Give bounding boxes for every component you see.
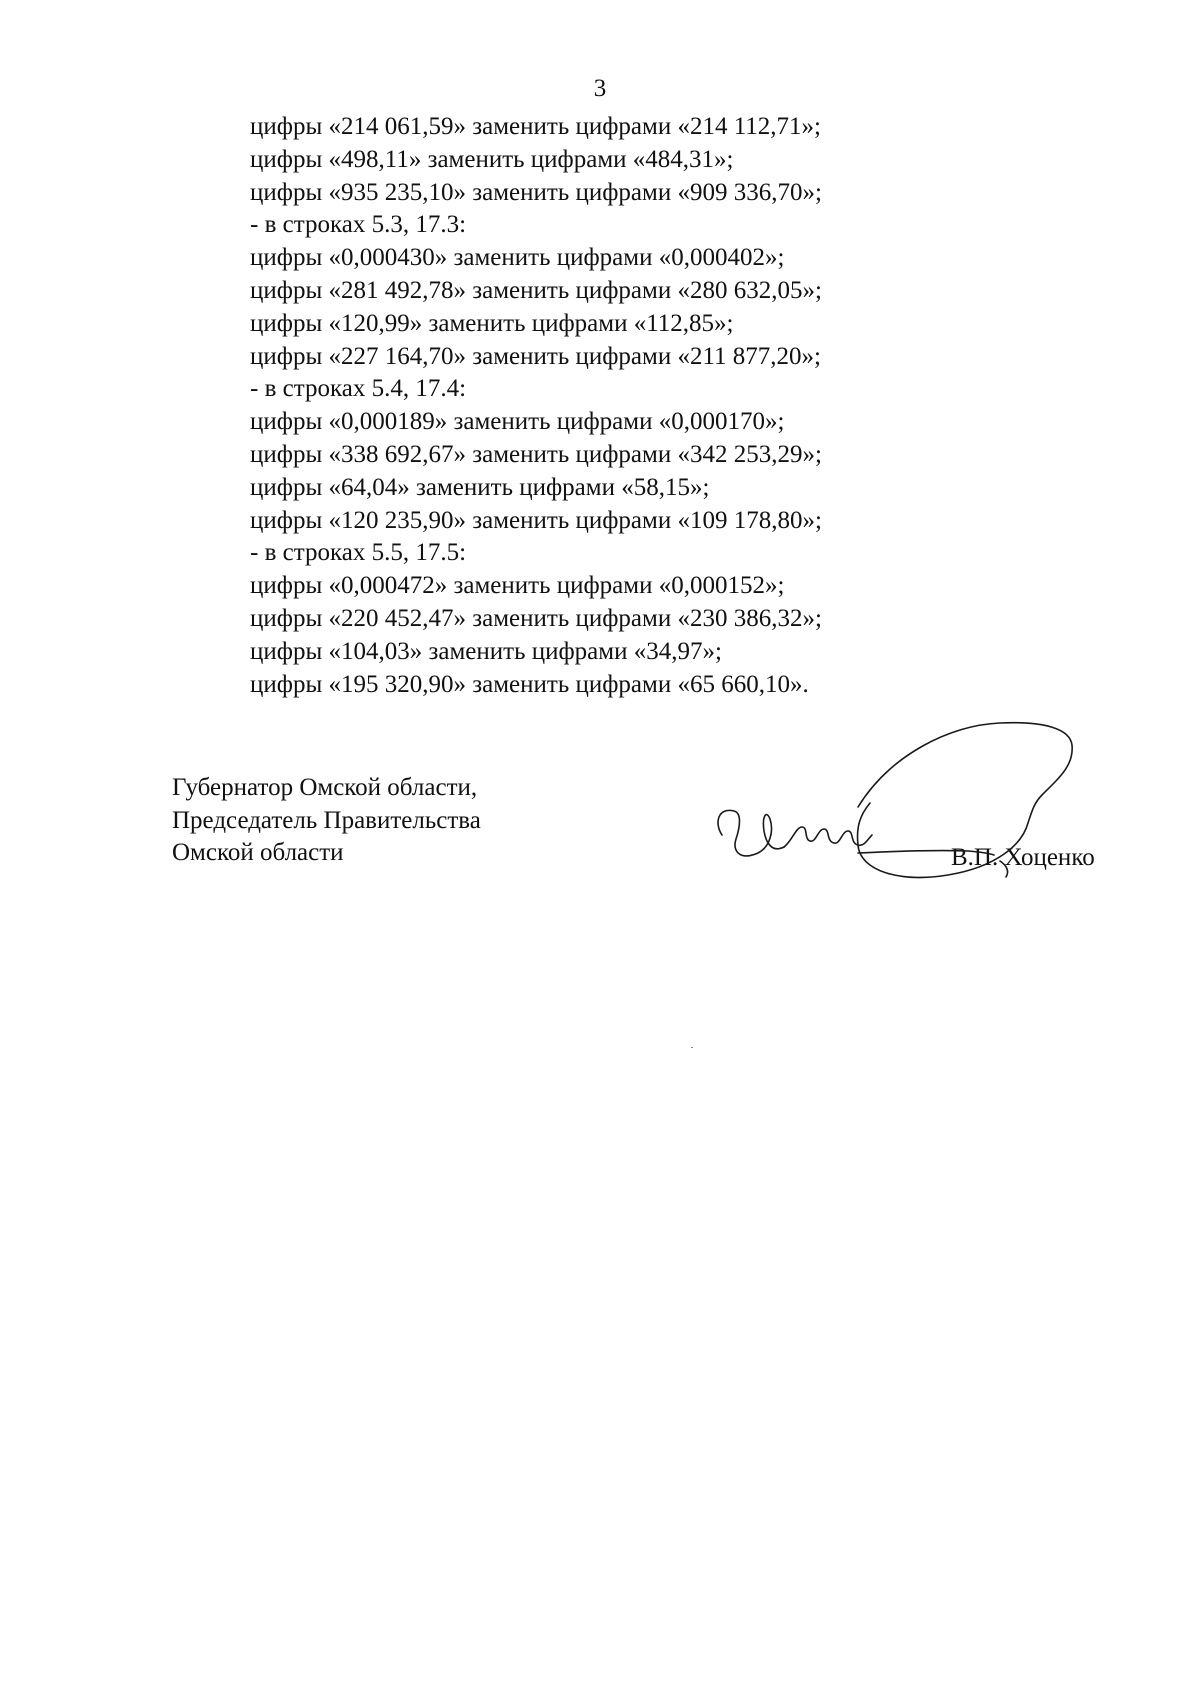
signer-position-line: Омской области (172, 839, 344, 866)
amendment-line: цифры «0,000472» заменить цифрами «0,000152»; (250, 572, 785, 600)
amendment-line: цифры «214 061,59» заменить цифрами «214 112,71»; (250, 113, 821, 140)
amendment-line: цифры «281 492,78» заменить цифрами «280 632,05»; (250, 276, 822, 304)
amendment-line: цифры «104,03» заменить цифрами «34,97»; (250, 637, 722, 665)
amendment-line: цифры «195 320,90» заменить цифрами «65 660,10». (250, 670, 809, 698)
signer-name: В.П. Хоценко (951, 844, 1095, 871)
signer-position-line: Губернатор Омской области, (172, 774, 478, 801)
amendment-line: цифры «498,11» заменить цифрами «484,31»; (250, 145, 734, 173)
section-heading: - в строках 5.5, 17.5: (250, 539, 467, 567)
amendment-line: цифры «0,000189» заменить цифрами «0,000170»; (250, 408, 785, 436)
amendment-line: цифры «120,99» заменить цифрами «112,85»; (250, 309, 734, 337)
handwritten-signature (700, 715, 1100, 915)
amendment-line: цифры «227 164,70» заменить цифрами «211 877,20»; (250, 342, 821, 370)
amendment-line: цифры «0,000430» заменить цифрами «0,000402»; (250, 244, 785, 272)
signer-position (172, 772, 592, 870)
section-heading: - в строках 5.3, 17.3: (250, 211, 467, 239)
page-number: 3 (593, 75, 607, 102)
amendment-line: цифры «64,04» заменить цифрами «58,15»; (250, 473, 710, 501)
section-heading: - в строках 5.4, 17.4: (250, 375, 467, 403)
scan-speck (691, 1047, 693, 1048)
amendment-line: цифры «338 692,67» заменить цифрами «342 253,29»; (250, 440, 822, 468)
signer-position-line: Председатель Правительства (172, 806, 481, 834)
amendment-line: цифры «935 235,10» заменить цифрами «909 336,70»; (250, 178, 822, 206)
amendment-lines (250, 111, 1100, 701)
amendment-line: цифры «120 235,90» заменить цифрами «109 178,80»; (250, 506, 822, 534)
amendment-line: цифры «220 452,47» заменить цифрами «230 386,32»; (250, 604, 822, 632)
